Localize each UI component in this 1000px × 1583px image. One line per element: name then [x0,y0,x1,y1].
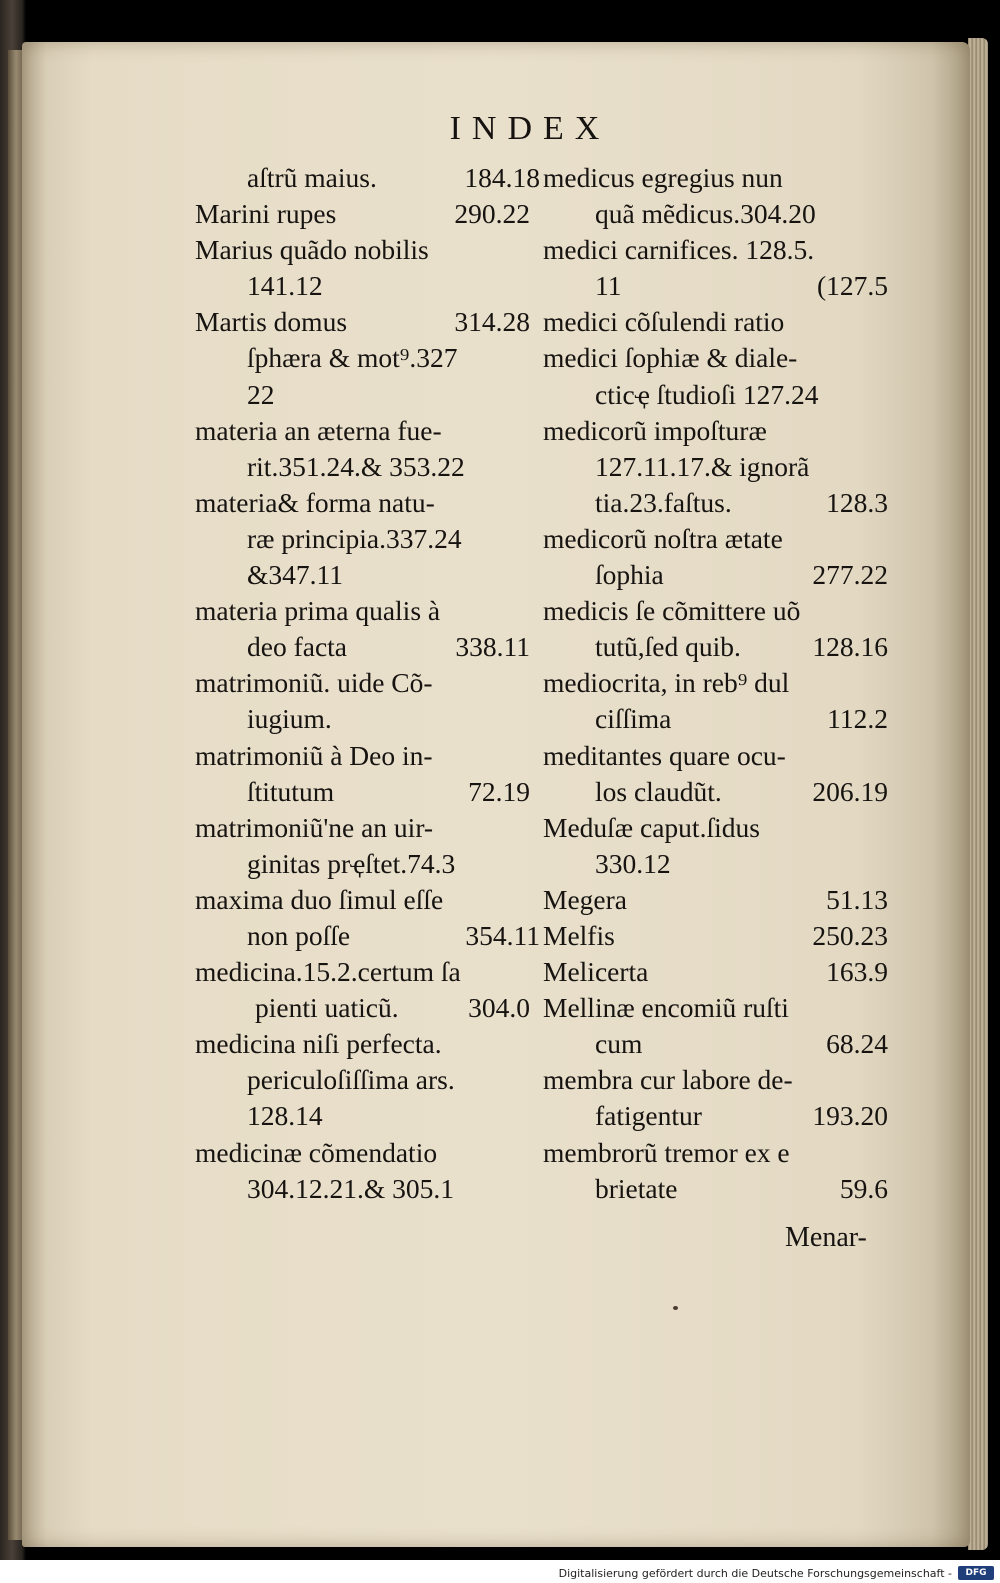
index-entry-text: medicina niſi perfecta. [195,1028,442,1060]
index-entry-reference: 206.19 [812,775,888,807]
index-entry-text: non poſſe [247,919,351,951]
index-entry-text: matrimoniũ à Deo in- [195,739,433,771]
index-entry-line [195,232,540,268]
index-entry-line [195,521,540,557]
index-entry-text: rit.351.24.& 353.22 [247,450,465,482]
index-entry-reference: 338.11 [455,631,530,663]
index-entry-line [195,340,540,376]
index-entry-text: ræ principia.337.24 [247,522,462,554]
index-entry-text: medici cõſulendi ratio [543,306,785,338]
index-entry-line [543,340,888,376]
index-entry-reference: 304.0 [468,992,530,1024]
index-entry-text: materia prima qualis à [195,595,441,627]
index-entry-line [195,160,540,196]
index-entry-text: Marius quãdo nobilis [195,234,429,266]
index-entry-line [543,1135,888,1171]
index-entry-line [195,665,540,701]
index-entry-reference: 68.24 [826,1028,888,1060]
index-entry-line [543,196,888,232]
index-entry-line [195,413,540,449]
index-entry-reference: 354.11 [465,919,540,951]
index-entry-text: iugium. [247,703,332,735]
index-entry-text: cticҿ ſtudioſi 127.24 [595,378,819,410]
index-entry-text: pienti uaticũ. [255,992,399,1024]
index-entry-text: deo facta [247,631,347,663]
index-entry-text: ciſſima [595,703,672,735]
index-entry-text: ginitas prҿſtet.74.3 [247,847,456,879]
index-entry-line [195,304,540,340]
index-entry-text: matrimoniũ'ne an uir- [195,811,434,843]
index-entry-text: cum [595,1028,643,1060]
index-entry-line [543,882,888,918]
index-entry-line [543,846,888,882]
index-entry-reference: 163.9 [826,956,888,988]
index-entry-line [543,413,888,449]
index-entry-reference: 314.28 [454,306,530,338]
index-entry-reference: 277.22 [812,559,888,591]
index-entry-line [543,521,888,557]
index-entry-text: medicorũ noſtra ætate [543,522,783,554]
index-entry-line [543,701,888,737]
index-entry-line [195,593,540,629]
index-entry-text: Martis domus [195,306,348,338]
index-entry-line [195,449,540,485]
index-entry-text: tia.23.faſtus. [595,486,732,518]
index-entry-reference: 128.16 [812,631,888,663]
index-entry-line [543,593,888,629]
index-entry-text: medici ſophiæ & diale- [543,342,798,374]
index-entry-line [543,918,888,954]
index-entry-text: meditantes quare ocu- [543,739,786,771]
index-entry-reference: 184.18 [464,162,540,193]
footer-credit: Digitalisierung gefördert durch die Deutsche Forschungsgemeinschaft - [558,1567,952,1580]
index-entry-line [543,1171,888,1207]
index-entry-reference: 72.19 [468,775,530,807]
index-entry-line [543,629,888,665]
index-entry-text: materia an æterna fue- [195,414,442,446]
index-entry-line [543,665,888,701]
index-entry-line [195,774,540,810]
index-entry-text: 11 [595,270,622,302]
index-entry-line [195,377,540,413]
page-edges [968,38,988,1550]
index-entry-text: matrimoniũ. uide Cõ- [195,667,433,699]
index-entry-line [543,377,888,413]
index-entry-line [543,990,888,1026]
index-entry-text: los claudũt. [595,775,722,807]
index-entry-text: Megera [543,883,627,915]
index-entry-text: quã mẽdicus.304.20 [595,198,816,230]
index-entry-line [195,918,540,954]
index-entry-text: medicis ſe cõmittere uõ [543,595,801,627]
index-entry-line [195,738,540,774]
index-entry-line [195,1026,540,1062]
index-entry-reference: 193.20 [812,1100,888,1132]
index-entry-line [195,990,540,1026]
page-title: INDEX [449,110,611,147]
index-entry-reference: 112.2 [827,703,888,735]
index-entry-text: medicinæ cõmendatio [195,1136,438,1168]
index-entry-text: 304.12.21.& 305.1 [247,1172,455,1204]
index-entry-reference: 59.6 [839,1172,888,1204]
index-entry-text: 128.14 [247,1100,323,1132]
index-entry-line [195,557,540,593]
index-entry-line [195,268,540,304]
index-entry-line [543,304,888,340]
index-entry-line [543,449,888,485]
index-entry-line [543,557,888,593]
index-entry-line [543,774,888,810]
index-entry-line [543,1062,888,1098]
ink-speck [673,1306,678,1310]
index-entry-reference: 290.22 [454,198,530,230]
index-entry-text: ſtitutum [247,775,335,807]
index-entry-line [195,810,540,846]
index-entry-text: Meduſæ caput.ſidus [543,811,760,843]
index-entry-text: Melicerta [543,956,649,988]
index-entry-text: &347.11 [247,559,343,591]
index-entry-line [195,1171,540,1207]
index-entry-text: mediocrita, in reb⁹ dul [543,667,790,699]
index-entry-line [543,232,888,268]
index-column-left [195,160,540,1207]
index-entry-line [543,160,888,196]
index-entry-line [543,268,888,304]
index-entry-text: periculoſiſſima ars. [247,1064,455,1096]
index-entry-text: materia& forma natu- [195,486,435,518]
index-entry-line [543,1026,888,1062]
index-entry-text: brietate [595,1172,678,1204]
index-entry-text: ſophia [595,559,664,591]
index-entry-line [195,846,540,882]
index-entry-text: medicina.15.2.certum ſa [195,956,461,988]
catchword: Menar- [785,1222,867,1253]
index-entry-text: Marini rupes [195,198,337,230]
index-entry-text: membrorũ tremor ex e [543,1136,790,1168]
index-entry-reference: (127.5 [816,270,888,302]
index-entry-text: medicus egregius nun [543,162,783,193]
index-entry-line [543,954,888,990]
index-entry-text: tutũ,ſed quib. [595,631,741,663]
index-entry-text: Mellinæ encomiũ ruſti [543,992,789,1024]
index-entry-reference: 51.13 [826,883,888,915]
index-entry-reference: 128.3 [826,486,888,518]
index-entry-text: medicorũ impoſturæ [543,414,767,446]
index-entry-text: fatigentur [595,1100,702,1132]
index-entry-line [195,882,540,918]
digitization-footer [0,1560,1000,1583]
index-entry-text: aſtrũ maius. [247,162,377,193]
index-entry-line [543,738,888,774]
index-entry-text: 22 [247,378,275,410]
index-entry-text: 127.11.17.& ignorã [595,450,810,482]
index-entry-text: Melfis [543,919,615,951]
index-entry-line [195,196,540,232]
index-entry-line [195,629,540,665]
index-entry-line [543,485,888,521]
index-entry-line [195,485,540,521]
index-entry-text: medici carnifices. 128.5. [543,234,815,266]
index-entry-line [195,701,540,737]
index-entry-line [543,810,888,846]
index-entry-text: membra cur labore de- [543,1064,793,1096]
index-entry-text: 330.12 [595,847,671,879]
index-entry-line [195,1135,540,1171]
index-column-right [543,160,888,1207]
index-entry-line [195,954,540,990]
index-entry-line [195,1098,540,1134]
index-entry-text: ſphæra & mot⁹.327 [247,342,458,374]
index-entry-text: maxima duo ſimul eſſe [195,883,444,915]
index-entry-line [543,1098,888,1134]
index-entry-line [195,1062,540,1098]
index-entry-text: 141.12 [247,270,323,302]
index-entry-reference: 250.23 [812,919,888,951]
dfg-logo: DFG [958,1566,994,1580]
